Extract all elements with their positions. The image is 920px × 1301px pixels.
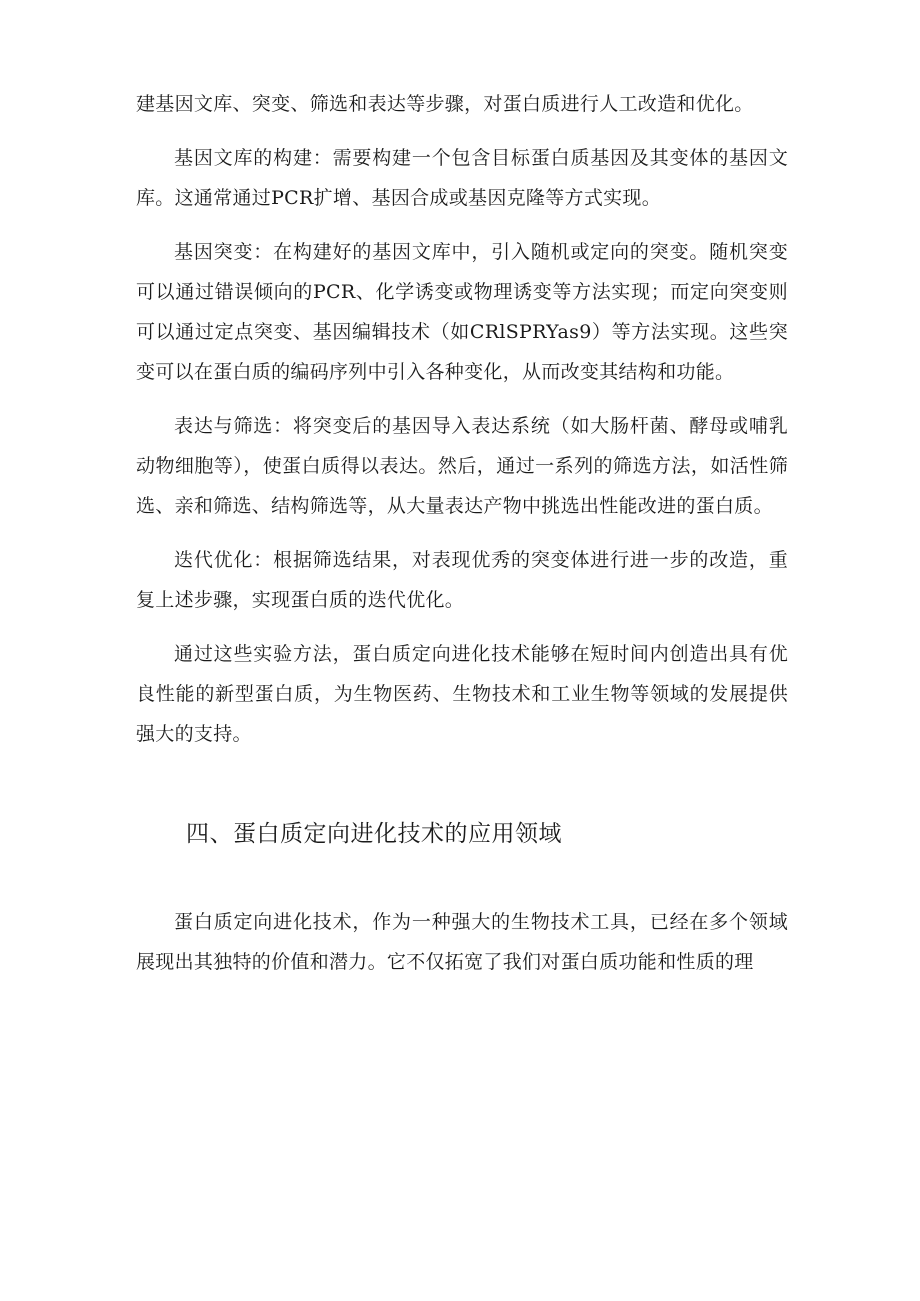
paragraph-applications-intro: 蛋白质定向进化技术，作为一种强大的生物技术工具，已经在多个领域展现出其独特的价值和潜力。它不仅拓宽了我们对蛋白质功能和性质的理 bbox=[136, 911, 788, 973]
paragraph-gene-library: 基因文库的构建：需要构建一个包含目标蛋白质基因及其变体的基因文库。这通常通过PCR扩增、基因合成或基因克隆等方式实现。 bbox=[136, 147, 788, 209]
document-body bbox=[136, 84, 788, 982]
paragraph-continuation: 建基因文库、突变、筛选和表达等步骤，对蛋白质进行人工改造和优化。 bbox=[136, 93, 754, 115]
paragraph-expression-screening: 表达与筛选：将突变后的基因导入表达系统（如大肠杆菌、酵母或哺乳动物细胞等），使蛋白质得以表达。然后，通过一系列的筛选方法，如活性筛选、亲和筛选、结构筛选等，从大量表达产物中挑选出性能改进的蛋白质。 bbox=[136, 415, 788, 517]
section-heading: 四、蛋白质定向进化技术的应用领域 bbox=[186, 821, 562, 847]
paragraph-iterative-optimization: 迭代优化：根据筛选结果，对表现优秀的突变体进行进一步的改造，重复上述步骤，实现蛋白质的迭代优化。 bbox=[136, 549, 788, 611]
paragraph-summary: 通过这些实验方法，蛋白质定向进化技术能够在短时间内创造出具有优良性能的新型蛋白质，为生物医药、生物技术和工业生物等领域的发展提供强大的支持。 bbox=[136, 643, 788, 745]
paragraph-gene-mutation: 基因突变：在构建好的基因文库中，引入随机或定向的突变。随机突变可以通过错误倾向的PCR、化学诱变或物理诱变等方法实现；而定向突变则可以通过定点突变、基因编辑技术（如CRlSPRYas9）等方法实现。这些突变可以在蛋白质的编码序列中引入各种变化，从而改变其结构和功能。 bbox=[136, 241, 788, 383]
